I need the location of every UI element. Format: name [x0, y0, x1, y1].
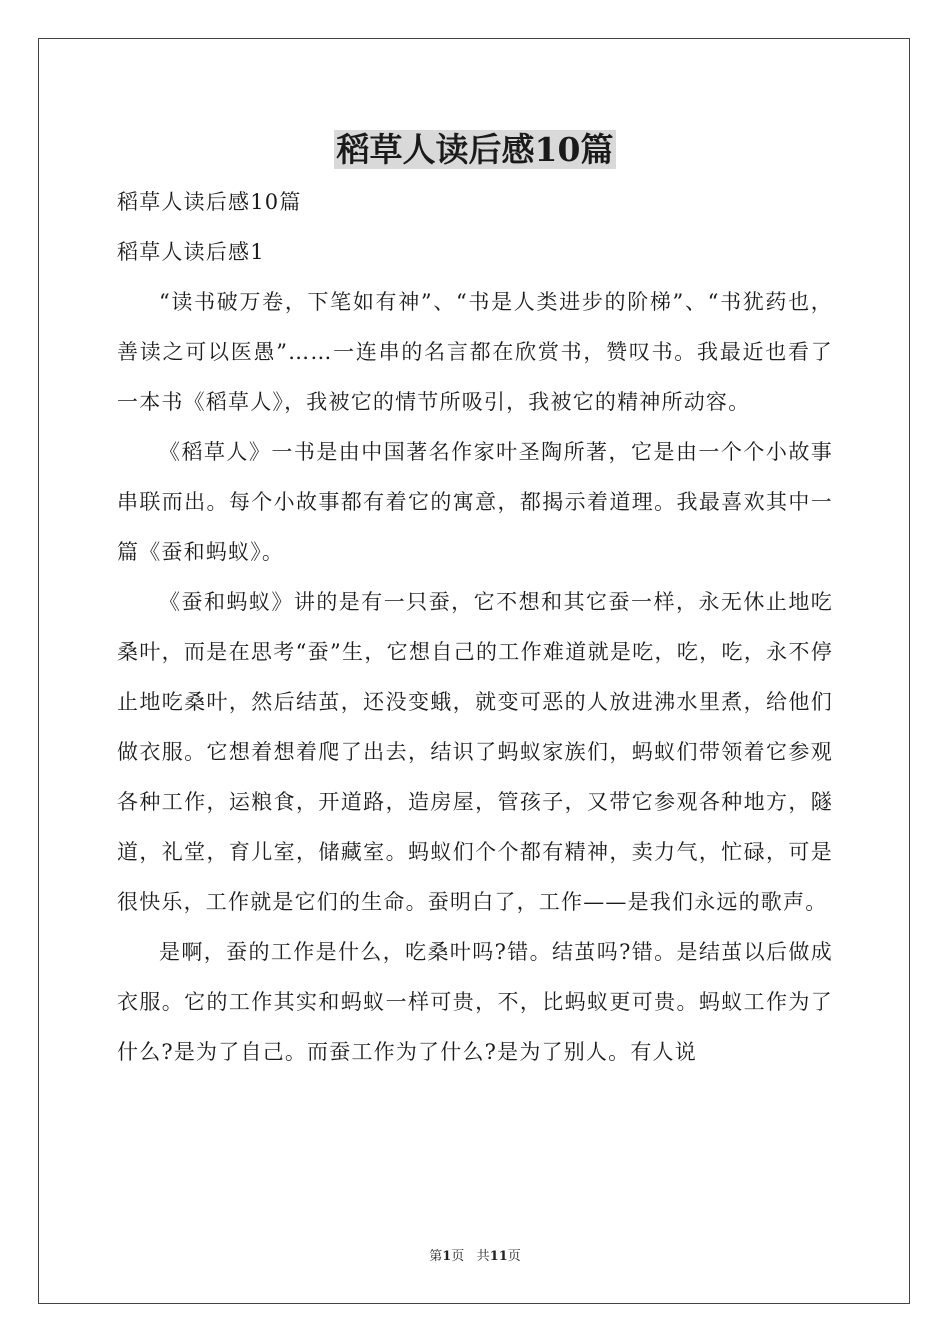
document-body [117, 177, 833, 1077]
body-paragraph: 《稻草人》一书是由中国著名作家叶圣陶所著，它是由一个个小故事串联而出。每个小故事都有着它的寓意，都揭示着道理。我最喜欢其中一篇《蚕和蚂蚁》。 [117, 440, 833, 564]
page-footer [0, 1245, 950, 1264]
body-paragraph: 《蚕和蚂蚁》讲的是有一只蚕，它不想和其它蚕一样，永无休止地吃桑叶，而是在思考“蚕”生，它想自己的工作难道就是吃，吃，吃，永不停止地吃桑叶，然后结茧，还没变蛾，就变可恶的人放进沸水里煮，给他们做衣服。它想着想着爬了出去，结识了蚂蚁家族们，蚂蚁们带领着它参观各种工作，运粮食，开道路，造房屋，管孩子，又带它参观各种地方，隧道，礼堂，育儿室，储藏室。蚂蚁们个个都有精神，卖力气，忙碌，可是很快乐，工作就是它们的生命。蚕明白了，工作——是我们永远的歌声。 [117, 590, 833, 914]
page-total: 11 [489, 1249, 508, 1264]
body-paragraph: 是啊，蚕的工作是什么，吃桑叶吗?错。结茧吗?错。是结茧以后做成衣服。它的工作其实和蚂蚁一样可贵，不，比蚂蚁更可贵。蚂蚁工作为了什么?是为了自己。而蚕工作为了什么?是为了别人。有人说 [117, 940, 833, 1064]
total-prefix: 共 [476, 1249, 490, 1264]
section-heading: 稻草人读后感1 [117, 240, 265, 264]
page-unit: 页 [451, 1249, 465, 1264]
document-subtitle: 稻草人读后感10篇 [117, 190, 302, 214]
document-title-text: 稻草人读后感10篇 [334, 130, 617, 169]
page-current: 1 [442, 1249, 452, 1264]
document-title [0, 128, 950, 172]
total-unit: 页 [507, 1249, 521, 1264]
page-prefix: 第 [429, 1249, 443, 1264]
body-paragraph: “读书破万卷，下笔如有神”、“书是人类进步的阶梯”、“书犹药也，善读之可以医愚”……一连串的名言都在欣赏书，赞叹书。我最近也看了一本书《稻草人》，我被它的情节所吸引，我被它的精神所动容。 [117, 290, 833, 414]
